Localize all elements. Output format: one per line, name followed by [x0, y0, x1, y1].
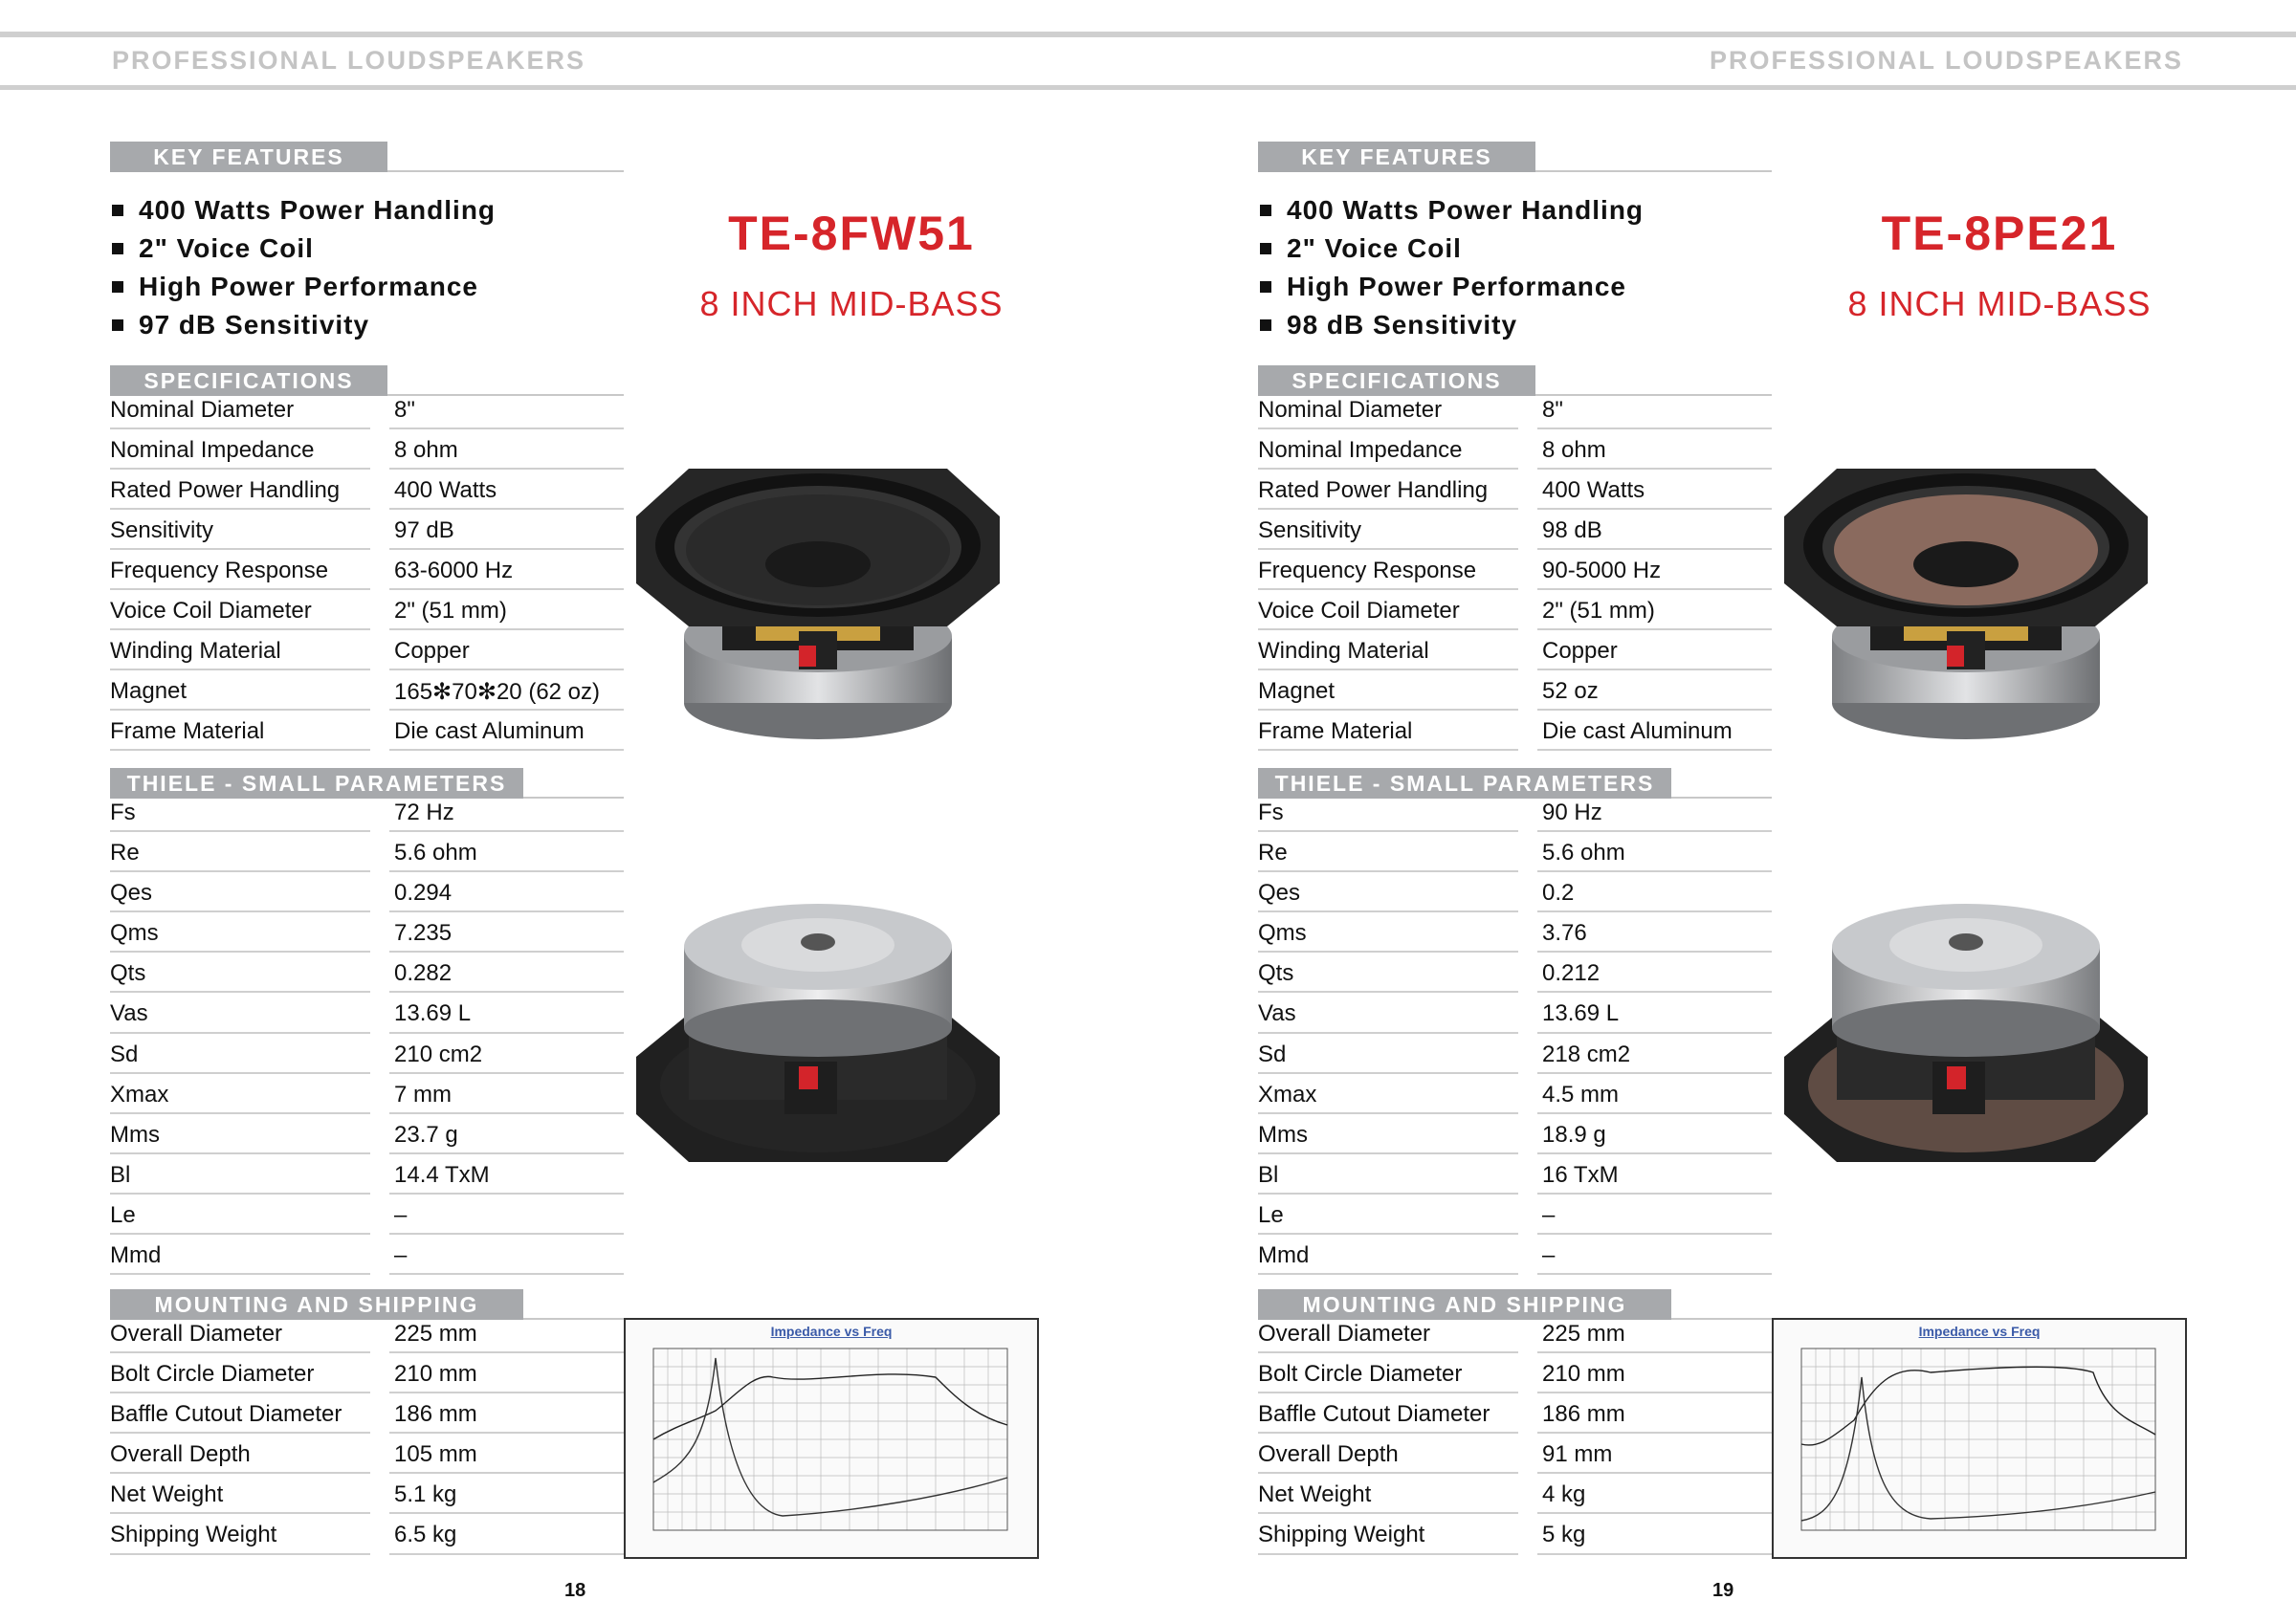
table-row [1258, 792, 1772, 832]
param-value: 52 oz [1542, 678, 1599, 704]
param-label: Frame Material [110, 718, 265, 744]
table-row [1258, 630, 1772, 670]
param-value: – [1542, 1242, 1556, 1269]
table-row [110, 429, 624, 470]
param-value: 4.5 mm [1542, 1081, 1620, 1108]
table-row [1258, 872, 1772, 912]
model-subtitle: 8 INCH MID-BASS [1847, 284, 2152, 323]
param-value: 210 mm [394, 1361, 477, 1388]
table-row [1258, 670, 1772, 711]
param-label: Sensitivity [110, 517, 214, 543]
table-row [110, 912, 624, 953]
param-value: – [1542, 1201, 1556, 1228]
table-row [110, 953, 624, 993]
model-title: TE-8FW51 [728, 207, 975, 260]
param-label: Mms [1258, 1121, 1308, 1148]
table-row [1258, 510, 1772, 550]
specifications-table [110, 389, 624, 751]
table-row [110, 993, 624, 1033]
param-value: Copper [1542, 638, 1618, 664]
table-row [1258, 912, 1772, 953]
square-bullet-icon [1260, 205, 1271, 216]
row-rule [1258, 749, 1518, 751]
speaker-front-photo [1779, 459, 2152, 751]
table-row [110, 1235, 624, 1275]
key-features-list [1258, 191, 1794, 344]
param-value: 186 mm [1542, 1401, 1625, 1428]
impedance-graph [1772, 1318, 2187, 1559]
key-features-list [110, 191, 646, 344]
table-row [110, 590, 624, 630]
param-value: 210 cm2 [394, 1041, 483, 1067]
param-label: Shipping Weight [1258, 1522, 1425, 1548]
table-row [110, 872, 624, 912]
param-label: Overall Depth [1258, 1441, 1399, 1468]
feature-text: 98 dB Sensitivity [1287, 310, 1518, 340]
param-value: 18.9 g [1542, 1121, 1606, 1148]
table-row [110, 389, 624, 429]
param-label: Sd [1258, 1041, 1287, 1067]
param-value: 0.2 [1542, 880, 1575, 907]
feature-text: High Power Performance [1287, 272, 1626, 301]
param-value: 90 Hz [1542, 800, 1602, 825]
specifications-header: SPECIFICATIONS [1258, 365, 1535, 396]
graph-title: Impedance vs Freq [1918, 1324, 2041, 1339]
param-value: 8" [1542, 397, 1563, 423]
param-value: 23.7 g [394, 1121, 458, 1148]
mounting-shipping-header: MOUNTING AND SHIPPING [110, 1289, 523, 1320]
param-value: 72 Hz [394, 800, 454, 825]
table-row [1258, 590, 1772, 630]
speaker-front-photo [631, 459, 1004, 751]
graph-title: Impedance vs Freq [770, 1324, 893, 1339]
table-row [110, 1034, 624, 1074]
table-row [1258, 1074, 1772, 1114]
param-label: Qms [110, 920, 159, 947]
catalog-page-right [1258, 134, 2296, 1607]
table-row [1258, 993, 1772, 1033]
table-row [110, 630, 624, 670]
param-value: 2" (51 mm) [1542, 598, 1655, 624]
param-value: 225 mm [1542, 1321, 1625, 1347]
param-label: Nominal Diameter [1258, 397, 1443, 423]
param-label: Qms [1258, 920, 1307, 947]
param-value: 13.69 L [1542, 1000, 1620, 1027]
param-value: 105 mm [394, 1441, 477, 1468]
param-value: 400 Watts [394, 477, 497, 503]
table-row [1258, 550, 1772, 590]
param-label: Voice Coil Diameter [1258, 598, 1460, 624]
model-title: TE-8PE21 [1881, 207, 2118, 260]
param-label: Fs [110, 800, 136, 825]
param-value: 8" [394, 397, 415, 423]
header-rule-top [0, 32, 2296, 37]
param-value: 5.6 ohm [394, 840, 477, 866]
param-value: Copper [394, 638, 470, 664]
table-row [110, 1154, 624, 1195]
feature-item [1258, 306, 1794, 344]
thiele-small-table [110, 792, 624, 1275]
table-row [1258, 1514, 1772, 1554]
table-row [1258, 1474, 1772, 1514]
param-label: Mmd [110, 1242, 162, 1269]
param-label: Vas [110, 1000, 148, 1027]
table-row [110, 1474, 624, 1514]
param-label: Bolt Circle Diameter [110, 1361, 315, 1388]
param-label: Nominal Diameter [110, 397, 295, 423]
table-row [110, 792, 624, 832]
param-value: 98 dB [1542, 517, 1602, 543]
row-rule [389, 1273, 624, 1275]
feature-text: 400 Watts Power Handling [1287, 195, 1645, 225]
param-value: 400 Watts [1542, 477, 1645, 503]
param-label: Qes [1258, 880, 1301, 907]
feature-item [110, 306, 646, 344]
key-features-header-rule [387, 170, 624, 172]
feature-text: 97 dB Sensitivity [139, 310, 370, 340]
param-value: – [394, 1242, 408, 1269]
param-label: Overall Diameter [110, 1321, 283, 1347]
param-label: Bolt Circle Diameter [1258, 1361, 1463, 1388]
param-label: Vas [1258, 1000, 1296, 1027]
table-row [110, 1393, 624, 1434]
param-value: 14.4 TxM [394, 1161, 490, 1188]
mounting-shipping-table [1258, 1313, 1772, 1555]
param-label: Overall Diameter [1258, 1321, 1431, 1347]
param-value: 5 kg [1542, 1522, 1586, 1548]
running-title-left: PROFESSIONAL LOUDSPEAKERS [112, 46, 586, 75]
param-label: Frequency Response [110, 558, 329, 583]
feature-text: High Power Performance [139, 272, 478, 301]
param-label: Voice Coil Diameter [110, 598, 312, 624]
specifications-table [1258, 389, 1772, 751]
param-value: 218 cm2 [1542, 1041, 1631, 1067]
page-number: 18 [564, 1580, 586, 1601]
table-row [1258, 1034, 1772, 1074]
param-value: 186 mm [394, 1401, 477, 1428]
running-title-right: PROFESSIONAL LOUDSPEAKERS [1710, 46, 2184, 75]
param-label: Baffle Cutout Diameter [1258, 1401, 1490, 1428]
param-value: 13.69 L [394, 1000, 472, 1027]
param-label: Mmd [1258, 1242, 1310, 1269]
table-row [110, 1114, 624, 1154]
table-row [110, 670, 624, 711]
param-label: Mms [110, 1121, 160, 1148]
header-rule-bottom [0, 85, 2296, 90]
param-label: Le [110, 1201, 136, 1228]
specifications-header: SPECIFICATIONS [110, 365, 387, 396]
table-row [1258, 389, 1772, 429]
graph-plot [629, 1329, 1031, 1554]
param-label: Baffle Cutout Diameter [110, 1401, 342, 1428]
table-row [1258, 1195, 1772, 1235]
param-value: 210 mm [1542, 1361, 1625, 1388]
table-row [110, 1514, 624, 1554]
table-row [110, 1074, 624, 1114]
square-bullet-icon [1260, 319, 1271, 331]
param-value: 90-5000 Hz [1542, 558, 1662, 583]
key-features-header: KEY FEATURES [110, 142, 387, 172]
impedance-graph [624, 1318, 1039, 1559]
param-label: Re [110, 840, 140, 866]
param-value: 225 mm [394, 1321, 477, 1347]
param-value: 8 ohm [1542, 437, 1606, 463]
square-bullet-icon [1260, 243, 1271, 254]
mounting-shipping-table [110, 1313, 624, 1555]
key-features-header-rule [1535, 170, 1772, 172]
table-row [1258, 1235, 1772, 1275]
table-row [1258, 470, 1772, 510]
param-value: 0.294 [394, 880, 453, 907]
feature-item [110, 230, 646, 268]
thiele-small-header: THIELE - SMALL PARAMETERS [110, 768, 523, 799]
param-value: 4 kg [1542, 1481, 1586, 1508]
param-label: Nominal Impedance [1258, 437, 1463, 463]
param-value: 5.1 kg [394, 1481, 457, 1508]
param-label: Sd [110, 1041, 139, 1067]
param-value: Die cast Aluminum [1542, 718, 1733, 744]
table-row [1258, 429, 1772, 470]
feature-item [1258, 268, 1794, 306]
param-value: 16 TxM [1542, 1161, 1619, 1188]
table-row [110, 550, 624, 590]
param-value: 3.76 [1542, 920, 1587, 947]
param-label: Net Weight [1258, 1481, 1372, 1508]
param-value: – [394, 1201, 408, 1228]
param-label: Overall Depth [110, 1441, 251, 1468]
param-label: Qts [1258, 960, 1294, 987]
param-value: 8 ohm [394, 437, 458, 463]
param-label: Re [1258, 840, 1288, 866]
square-bullet-icon [112, 205, 123, 216]
speaker-back-photo [631, 889, 1004, 1181]
param-label: Frequency Response [1258, 558, 1477, 583]
table-row [110, 470, 624, 510]
param-label: Rated Power Handling [110, 477, 341, 503]
param-value: 2" (51 mm) [394, 598, 507, 624]
param-label: Sensitivity [1258, 517, 1362, 543]
param-value: 6.5 kg [394, 1522, 457, 1548]
feature-item [110, 191, 646, 230]
key-features-header: KEY FEATURES [1258, 142, 1535, 172]
param-label: Winding Material [110, 638, 281, 664]
table-row [1258, 1393, 1772, 1434]
feature-text: 400 Watts Power Handling [139, 195, 497, 225]
row-rule [110, 1273, 370, 1275]
row-rule [389, 1553, 624, 1555]
thiele-small-header: THIELE - SMALL PARAMETERS [1258, 768, 1671, 799]
row-rule [1537, 1553, 1772, 1555]
table-row [1258, 1434, 1772, 1474]
param-label: Qes [110, 880, 153, 907]
param-value: 7.235 [394, 920, 453, 947]
table-row [110, 510, 624, 550]
table-row [1258, 1154, 1772, 1195]
param-label: Qts [110, 960, 146, 987]
square-bullet-icon [112, 243, 123, 254]
graph-plot [1777, 1329, 2179, 1554]
row-rule [1537, 749, 1772, 751]
feature-item [1258, 230, 1794, 268]
table-row [110, 1313, 624, 1353]
table-row [110, 832, 624, 872]
table-row [1258, 711, 1772, 751]
square-bullet-icon [1260, 281, 1271, 293]
row-rule [110, 1553, 370, 1555]
param-label: Net Weight [110, 1481, 224, 1508]
param-label: Frame Material [1258, 718, 1413, 744]
table-row [110, 711, 624, 751]
param-label: Winding Material [1258, 638, 1429, 664]
param-value: 63-6000 Hz [394, 558, 514, 583]
param-label: Bl [1258, 1161, 1279, 1188]
param-label: Magnet [110, 678, 188, 704]
table-row [110, 1195, 624, 1235]
row-rule [1258, 1273, 1518, 1275]
row-rule [389, 749, 624, 751]
square-bullet-icon [112, 281, 123, 293]
param-value: 5.6 ohm [1542, 840, 1625, 866]
param-label: Le [1258, 1201, 1284, 1228]
param-label: Bl [110, 1161, 131, 1188]
param-value: 7 mm [394, 1081, 452, 1108]
table-row [1258, 1353, 1772, 1393]
param-label: Fs [1258, 800, 1284, 825]
table-row [1258, 1114, 1772, 1154]
row-rule [110, 749, 370, 751]
row-rule [1258, 1553, 1518, 1555]
param-value: 97 dB [394, 517, 454, 543]
param-label: Shipping Weight [110, 1522, 277, 1548]
feature-text: 2" Voice Coil [139, 233, 314, 263]
table-row [1258, 953, 1772, 993]
param-label: Xmax [110, 1081, 169, 1108]
table-row [1258, 1313, 1772, 1353]
table-row [1258, 832, 1772, 872]
param-label: Rated Power Handling [1258, 477, 1489, 503]
param-value: 0.212 [1542, 960, 1601, 987]
feature-item [110, 268, 646, 306]
mounting-shipping-header: MOUNTING AND SHIPPING [1258, 1289, 1671, 1320]
row-rule [1537, 1273, 1772, 1275]
param-value: Die cast Aluminum [394, 718, 585, 744]
feature-text: 2" Voice Coil [1287, 233, 1462, 263]
param-label: Nominal Impedance [110, 437, 315, 463]
page-number: 19 [1712, 1580, 1734, 1601]
param-label: Xmax [1258, 1081, 1317, 1108]
table-row [110, 1434, 624, 1474]
thiele-small-table [1258, 792, 1772, 1275]
square-bullet-icon [112, 319, 123, 331]
catalog-page-left [110, 134, 1162, 1607]
table-row [110, 1353, 624, 1393]
speaker-back-photo [1779, 889, 2152, 1181]
feature-item [1258, 191, 1794, 230]
param-value: 165✻70✻20 (62 oz) [394, 679, 601, 705]
model-subtitle: 8 INCH MID-BASS [699, 284, 1004, 323]
param-value: 91 mm [1542, 1441, 1613, 1468]
param-value: 0.282 [394, 960, 453, 987]
param-label: Magnet [1258, 678, 1336, 704]
